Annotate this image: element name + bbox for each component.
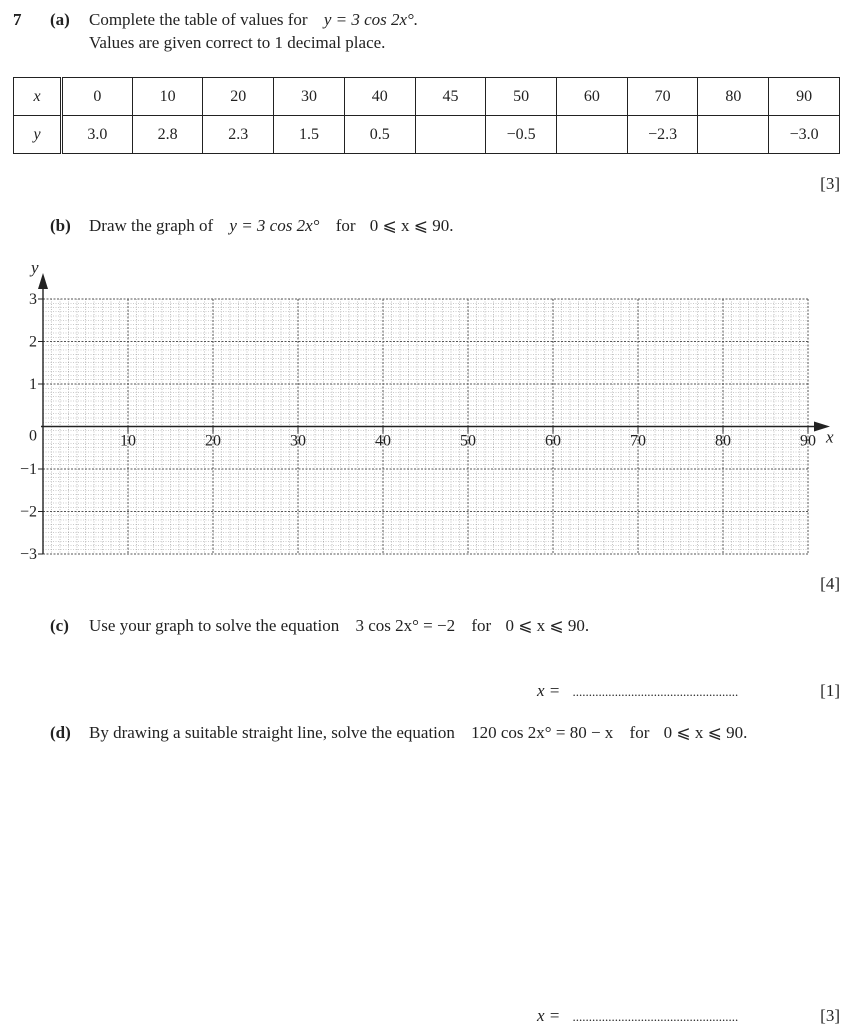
y-axis-label: y bbox=[31, 258, 39, 277]
part-a-label: (a) bbox=[50, 10, 70, 29]
part-a-note: Values are given correct to 1 decimal place. bbox=[89, 33, 386, 52]
table-row-y bbox=[14, 116, 840, 154]
y-tick-label: −1 bbox=[19, 461, 37, 478]
part-c-text: Use your graph to solve the equation bbox=[89, 616, 340, 635]
part-a-text: Complete the table of values for bbox=[89, 10, 308, 29]
x-cell: 80 bbox=[698, 78, 769, 116]
part-b-for: for bbox=[335, 216, 356, 235]
x-cell: 45 bbox=[415, 78, 486, 116]
y-tick-label: 3 bbox=[29, 291, 37, 308]
y-tick-label: 1 bbox=[29, 376, 37, 393]
y-header: y bbox=[14, 116, 62, 154]
y-cell-blank[interactable] bbox=[698, 116, 769, 154]
x-tick-label: 50 bbox=[460, 432, 476, 450]
y-axis-arrow bbox=[38, 273, 48, 289]
part-b-instruction bbox=[89, 216, 454, 236]
y-cell: 2.3 bbox=[203, 116, 274, 154]
part-c-answer bbox=[537, 681, 738, 701]
x-tick-label: 40 bbox=[375, 432, 391, 450]
x-tick-label: 70 bbox=[630, 432, 646, 450]
part-d-text: By drawing a suitable straight line, solve the equation bbox=[89, 723, 455, 742]
part-d-answer bbox=[537, 1006, 738, 1026]
part-d-marks: [3] bbox=[820, 1006, 840, 1025]
part-c-equation: 3 cos 2x° = −2 bbox=[355, 616, 456, 635]
y-cell-blank[interactable] bbox=[557, 116, 628, 154]
y-cell: 3.0 bbox=[62, 116, 133, 154]
part-c-for: for bbox=[471, 616, 492, 635]
y-cell: −2.3 bbox=[627, 116, 698, 154]
x-cell: 20 bbox=[203, 78, 274, 116]
values-table bbox=[13, 77, 840, 154]
x-tick-label: 60 bbox=[545, 432, 561, 450]
part-d-equation: 120 cos 2x° = 80 − x bbox=[471, 723, 614, 742]
part-c-range: 0 ⩽ x ⩽ 90. bbox=[505, 616, 590, 635]
part-d-label: (d) bbox=[50, 723, 71, 742]
x-cell: 90 bbox=[769, 78, 840, 116]
y-cell: 2.8 bbox=[132, 116, 203, 154]
part-d-instruction bbox=[89, 723, 747, 743]
part-b-marks: [4] bbox=[820, 574, 840, 593]
y-tick-label: 2 bbox=[29, 333, 37, 351]
part-c-answer-line[interactable]: ................................................... bbox=[572, 684, 739, 699]
x-cell: 0 bbox=[62, 78, 133, 116]
part-b-equation: y = 3 cos 2x° bbox=[229, 216, 320, 235]
x-cell: 10 bbox=[132, 78, 203, 116]
part-d-for: for bbox=[629, 723, 650, 742]
part-d-answer-label: x = bbox=[537, 1006, 561, 1025]
part-b-label: (b) bbox=[50, 216, 71, 235]
part-c-answer-label: x = bbox=[537, 681, 561, 700]
x-tick-label: 20 bbox=[205, 432, 221, 450]
part-c-marks: [1] bbox=[820, 681, 840, 700]
table-row-x bbox=[14, 78, 840, 116]
part-d-range: 0 ⩽ x ⩽ 90. bbox=[663, 723, 748, 742]
part-a-equation: y = 3 cos 2x°. bbox=[323, 10, 419, 29]
part-d-answer-line[interactable]: ................................................... bbox=[572, 1009, 739, 1024]
y-tick-label: 0 bbox=[29, 427, 37, 445]
x-cell: 60 bbox=[557, 78, 628, 116]
y-cell: 0.5 bbox=[344, 116, 415, 154]
question-number: 7 bbox=[13, 10, 22, 29]
part-c-label: (c) bbox=[50, 616, 69, 635]
x-axis-label: x bbox=[826, 427, 834, 447]
part-c-instruction bbox=[89, 616, 589, 636]
part-b-text: Draw the graph of bbox=[89, 216, 214, 235]
part-a-instruction bbox=[89, 10, 418, 30]
y-tick-label: −2 bbox=[19, 503, 37, 521]
x-cell: 30 bbox=[274, 78, 345, 116]
x-cell: 70 bbox=[627, 78, 698, 116]
y-cell: 1.5 bbox=[274, 116, 345, 154]
x-tick-label: 10 bbox=[120, 432, 136, 450]
x-tick-label: 30 bbox=[290, 432, 306, 450]
x-tick-label: 80 bbox=[715, 432, 731, 450]
part-a-marks: [3] bbox=[820, 174, 840, 193]
y-cell: −3.0 bbox=[769, 116, 840, 154]
x-tick-label: 90 bbox=[800, 432, 816, 450]
x-cell: 50 bbox=[486, 78, 557, 116]
x-cell: 40 bbox=[344, 78, 415, 116]
x-header: x bbox=[14, 78, 62, 116]
graph-grid[interactable] bbox=[0, 255, 853, 565]
part-b-range: 0 ⩽ x ⩽ 90. bbox=[369, 216, 454, 235]
y-tick-label: −3 bbox=[19, 546, 37, 563]
y-cell-blank[interactable] bbox=[415, 116, 486, 154]
y-cell: −0.5 bbox=[486, 116, 557, 154]
